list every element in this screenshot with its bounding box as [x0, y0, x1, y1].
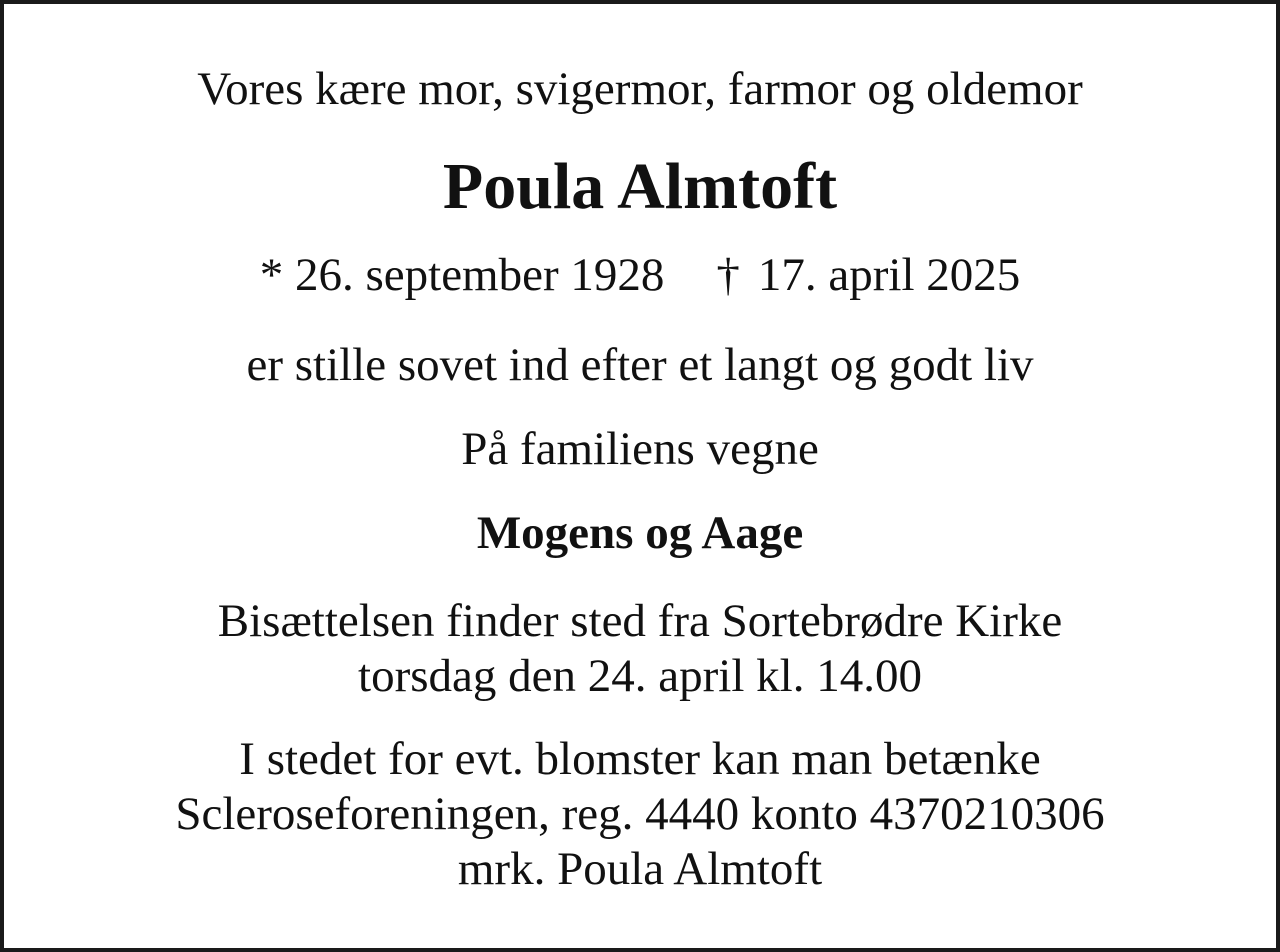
on-behalf-line: På familiens vegne	[461, 423, 819, 475]
donation-line: mrk. Poula Almtoft	[457, 843, 823, 895]
donation-line: I stedet for evt. blomster kan man betænke	[239, 733, 1041, 785]
signers: Mogens og Aage	[476, 507, 804, 559]
intro-line: Vores kære mor, svigermor, farmor og oldemor	[197, 63, 1083, 115]
death-date: 17. april 2025	[757, 249, 1021, 301]
funeral-line: Bisættelsen finder sted fra Sortebrødre Kirke	[217, 595, 1063, 647]
donation-info	[4, 732, 1276, 897]
death-symbol: †	[716, 249, 740, 301]
passing-statement: er stille sovet ind efter et langt og godt liv	[246, 339, 1034, 391]
birth-symbol: *	[259, 249, 284, 301]
donation-line: Scleroseforeningen, reg. 4440 konto 4370210306	[175, 788, 1105, 840]
deceased-name: Poula Almtoft	[442, 150, 838, 223]
funeral-line: torsdag den 24. april kl. 14.00	[358, 650, 922, 702]
funeral-info	[4, 594, 1276, 704]
life-dates	[4, 249, 1276, 301]
birth-date: 26. september 1928	[294, 249, 665, 301]
